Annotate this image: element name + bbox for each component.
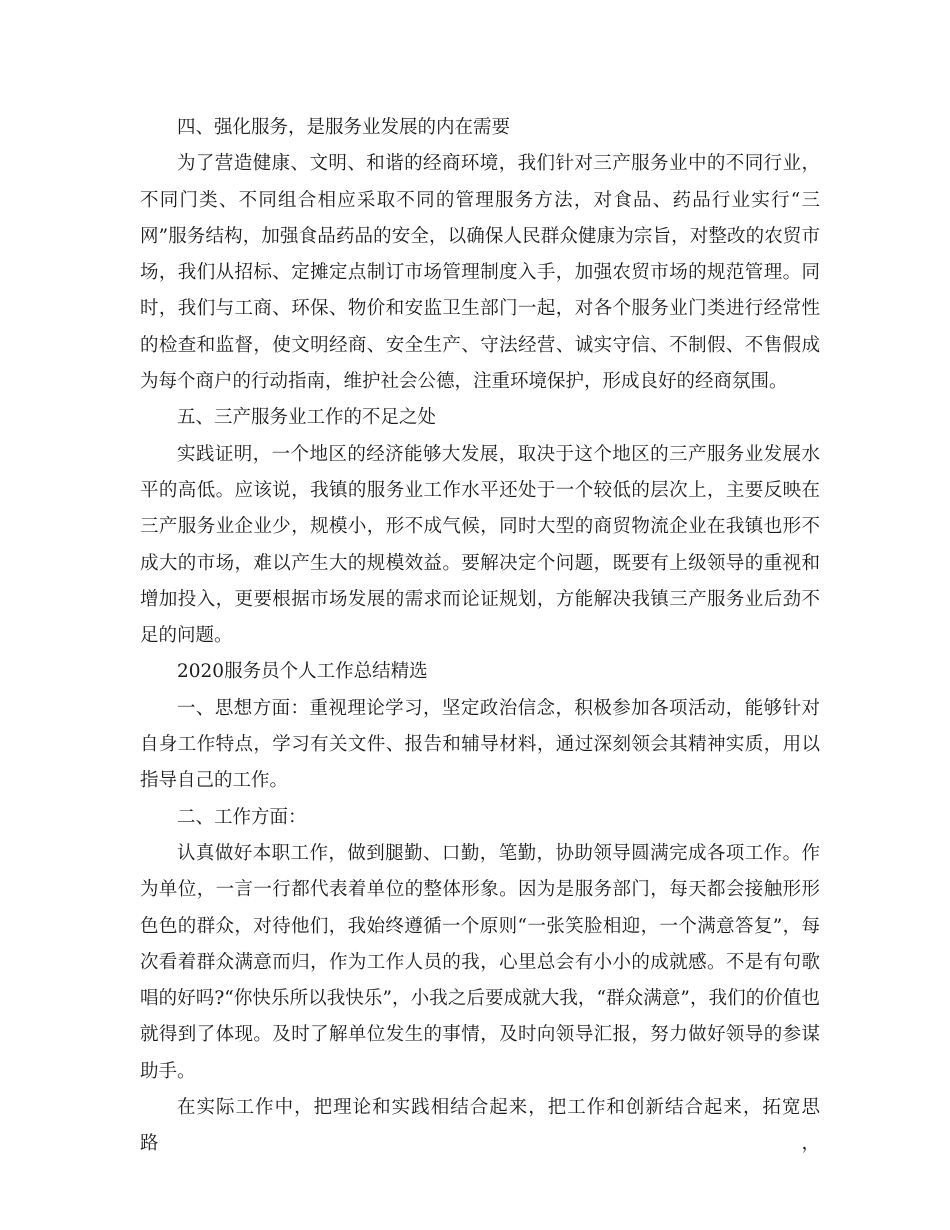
paragraph-work-duties: 认真做好本职工作，做到腿勤、口勤，笔勤，协助领导圆满完成各项工作。作为单位，一言一行都代表着单位的整体形象。因为是服务部门，每天都会接触形形色色的群众，对待他们，我始终遵循一个原则“一张笑脸相迎，一个满意答复”，每次看着群众满意而归，作为工作人员的我，心里总会有小小的成就感。不是有句歌唱的好吗?“你快乐所以我快乐”，小我之后要成就大我，“群众满意”，我们的价值也就得到了体现。及时了解单位发生的事情，及时向领导汇报，努力做好领导的参谋助手。	[140, 842, 820, 1082]
section-heading-4: 四、强化服务，是服务业发展的内在需要	[177, 117, 511, 138]
paragraph-service-methods: 为了营造健康、文明、和谐的经商环境，我们针对三产服务业中的不同行业，不同门类、不同组合相应采取不同的管理服务方法，对食品、药品行业实行“三网”服务结构，加强食品药品的安全，以确保人民群众健康为宗旨，对整改的农贸市场，我们从招标、定摊定点制订市场管理制度入手，加强农贸市场的规范管理。同时，我们与工商、环保、物价和安监卫生部门一起，对各个服务业门类进行经常性的检查和监督，使文明经商、安全生产、守法经营、诚实守信、不制假、不售假成为每个商户的行动指南，维护社会公德，注重环境保护，形成良好的经商氛围。	[140, 153, 820, 393]
section-heading-work: 二、工作方面：	[177, 806, 307, 828]
paragraph-shortcomings: 实践证明，一个地区的经济能够大发展，取决于这个地区的三产服务业发展水平的高低。应该说，我镇的服务业工作水平还处于一个较低的层次上，主要反映在三产服务业企业少，规模小，形不成气候，同时大型的商贸物流企业在我镇也形不成大的市场，难以产生大的规模效益。要解决定个问题，既要有上级领导的重视和增加投入，更要根据市场发展的需求而论证规划，方能解决我镇三产服务业后劲不足的问题。	[140, 443, 820, 647]
paragraph-practice: 在实际工作中，把理论和实践相结合起来，把工作和创新结合起来，拓宽思路，	[140, 1097, 820, 1155]
section-heading-5: 五、三产服务业工作的不足之处	[177, 407, 437, 429]
document-page	[140, 110, 820, 1163]
document-subtitle: 2020服务员个人工作总结精选	[177, 661, 428, 683]
paragraph-thought-aspect: 一、思想方面：重视理论学习，坚定政治信念，积极参加各项活动，能够针对自身工作特点，学习有关文件、报告和辅导材料，通过深刻领会其精神实质，用以指导自己的工作。	[140, 697, 820, 792]
